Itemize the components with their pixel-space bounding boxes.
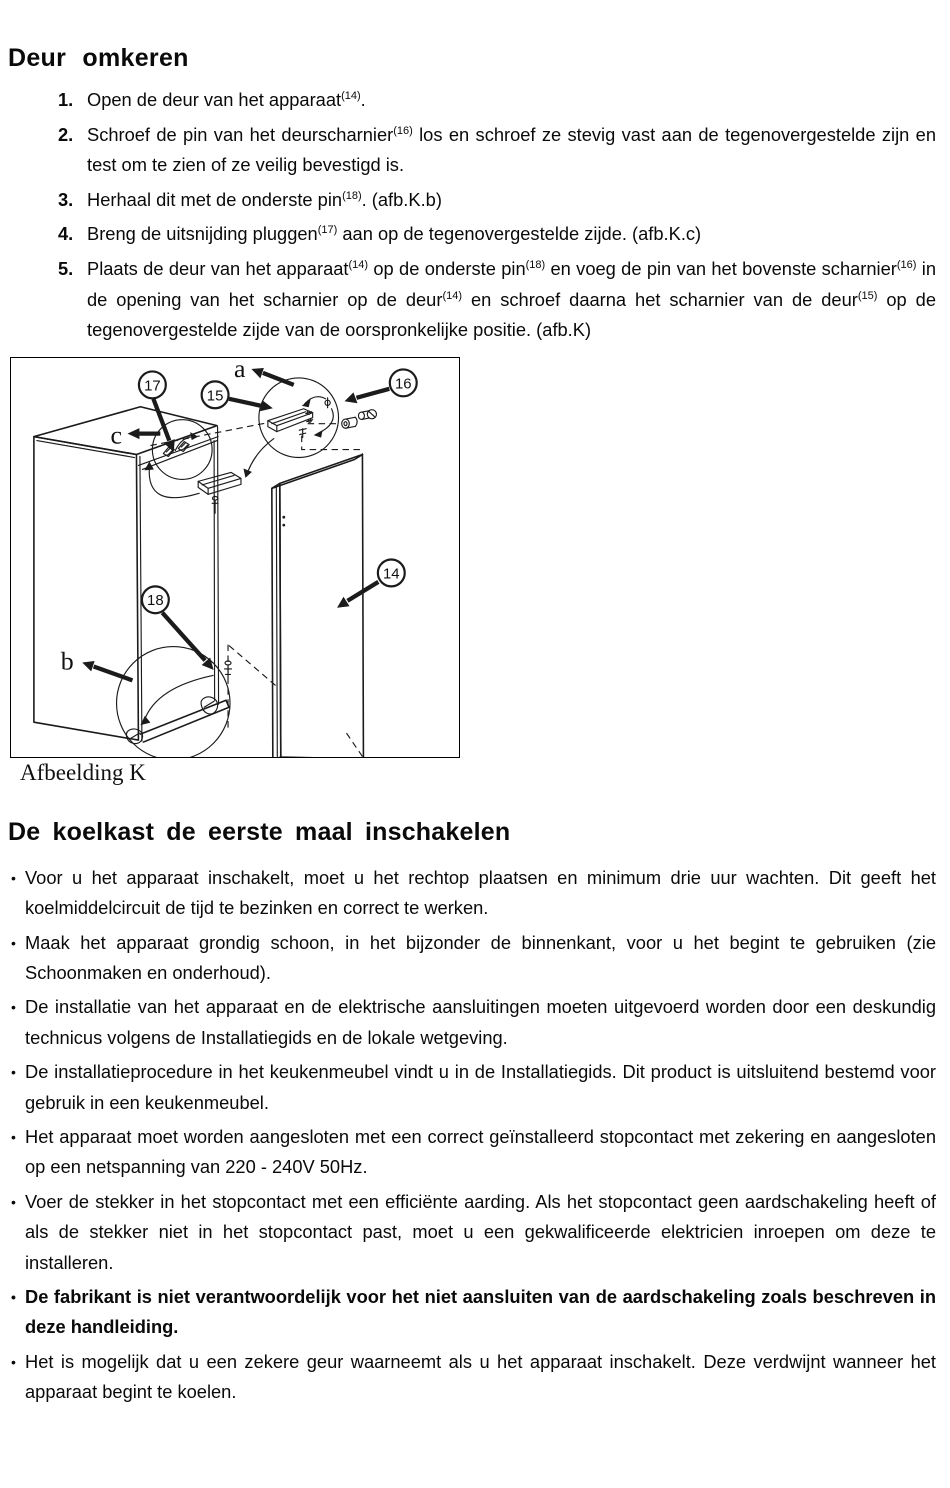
step-text: Plaats de deur van het apparaat$^{(14)}$ op de onderste pin$^{(18)}$ en voeg de pin van het bovenste scharnier$^{(16)}$ in de opening van het scharnier op de deur$^{(14)}$ en schroef daarna het scharnier van de deur$^{(15)}$ op de tegenovergestelde zijde van de oorspronkelijke positie. (afb.K) — [87, 257, 937, 341]
bullet-marker: • — [11, 1193, 16, 1210]
bullet-marker: • — [11, 999, 16, 1016]
bullet-marker: • — [11, 1289, 16, 1306]
letter-b-label: b — [60, 646, 74, 676]
section-title-startup: De koelkast de eerste maal inschakelen — [8, 817, 511, 846]
callout-16 — [390, 369, 417, 396]
bullet-text: De installatie van het apparaat en de elektrische aansluitingen moeten uitgevoerd worden door een deskundig technicus volgens de Installatiegids en de lokale wetgeving. — [25, 996, 936, 1048]
cabinet-body — [34, 407, 229, 742]
callout-17 — [139, 371, 166, 398]
hinge-pin-screws — [342, 409, 377, 428]
bullet-text: De installatieprocedure in het keukenmeubel vindt u in de Installatiegids. Dit product is uitsluitend bestemd voor gebruik in een keukenmeubel. — [25, 1061, 936, 1113]
step-text: Breng de uitsnijding pluggen$^{(17)}$ aan op de tegenovergestelde zijde. (afb.K.c) — [87, 223, 702, 245]
startup-bullet-list — [8, 863, 936, 1408]
bullet-item-8 — [8, 1347, 936, 1408]
dashed-guides — [150, 422, 363, 756]
callout-17-label: 17 — [144, 377, 161, 395]
callout-15-label: 15 — [206, 387, 224, 405]
callout-15 — [202, 381, 229, 408]
callout-arrows — [82, 368, 389, 680]
callout-18 — [142, 586, 169, 613]
bullet-text: Maak het apparaat grondig schoon, in het bijzonder de binnenkant, voor u het begint te gebruiken (zie Schoonmaken en onderhoud). — [25, 931, 936, 983]
detail-circle-top-hinge — [259, 378, 339, 458]
door-reversal-diagram — [11, 358, 459, 757]
bullet-marker: • — [11, 869, 16, 886]
callout-14-label: 14 — [383, 565, 400, 583]
door-steps-list — [8, 85, 936, 346]
step-item-5 — [8, 254, 936, 346]
bullet-item-2 — [8, 928, 936, 989]
step-text: Open de deur van het apparaat$^{(14)}$. — [87, 89, 366, 110]
step-item-2 — [8, 120, 936, 181]
bullet-item-6 — [8, 1187, 936, 1278]
letter-c-label: c — [110, 420, 123, 450]
bullet-item-7-warning — [8, 1282, 936, 1343]
hinge-bracket-part — [198, 472, 241, 507]
step-number: 2. — [58, 123, 74, 145]
figure-k — [8, 357, 936, 786]
letter-a-label: a — [234, 357, 246, 383]
bullet-item-5 — [8, 1122, 936, 1183]
bullet-text: Voer de stekker in het stopcontact met een efficiënte aarding. Als het stopcontact geen aardschakeling heeft of als de stekker niet in het stopcontact past, moet u een gekwalificeerde elektricien inroepen om deze te installeren. — [25, 1190, 936, 1273]
rotation-arrows — [144, 438, 273, 497]
figure-caption: Afbeelding K — [20, 759, 146, 785]
bullet-text: Het apparaat moet worden aangesloten met een correct geïnstalleerd stopcontact met zekering en aangesloten op een netspanning van 220 - 240V 50Hz. — [25, 1126, 936, 1178]
bullet-text: Voor u het apparaat inschakelt, moet u het rechtop plaatsen en minimum drie uur wachten. Dit geeft het koelmiddelcircuit de tijd te bezinken en correct te werken. — [25, 866, 936, 919]
bullet-marker: • — [11, 1129, 16, 1145]
step-number: 3. — [58, 188, 74, 210]
bullet-item-3 — [8, 992, 936, 1053]
bullet-marker: • — [11, 1353, 16, 1370]
door-panel — [272, 454, 364, 756]
section-title-door: Deur omkeren — [8, 44, 189, 72]
step-text: Schroef de pin van het deurscharnier$^{(16)}$ los en schroef ze stevig vast aan de tegenovergestelde zijn en test om te zien of ze veilig bevestigd is. — [87, 123, 936, 176]
step-number: 4. — [58, 223, 74, 245]
callout-14 — [378, 559, 405, 586]
figure-k-frame — [10, 357, 460, 758]
bullet-marker: • — [11, 1064, 16, 1081]
bullet-text: Het is mogelijk dat u een zekere geur waarneemt als u het apparaat inschakelt. Deze verdwijnt wanneer het apparaat begint te koelen. — [25, 1350, 936, 1403]
adjustable-feet — [126, 697, 217, 744]
step-number: 1. — [58, 89, 74, 110]
step-item-1 — [8, 85, 936, 116]
step-item-3 — [8, 185, 936, 216]
bullet-text: De fabrikant is niet verantwoordelijk voor het niet aansluiten van de aardschakeling zoals beschreven in deze handleiding. — [25, 1286, 936, 1338]
step-item-4 — [8, 219, 936, 250]
bullet-marker: • — [11, 934, 16, 951]
callout-18-label: 18 — [147, 592, 164, 610]
callout-16-label: 16 — [394, 375, 412, 393]
step-text: Herhaal dit met de onderste pin$^{(18)}$. (afb.K.b) — [87, 188, 442, 210]
step-number: 5. — [58, 257, 74, 279]
bullet-item-1 — [8, 863, 936, 924]
bullet-item-4 — [8, 1057, 936, 1118]
